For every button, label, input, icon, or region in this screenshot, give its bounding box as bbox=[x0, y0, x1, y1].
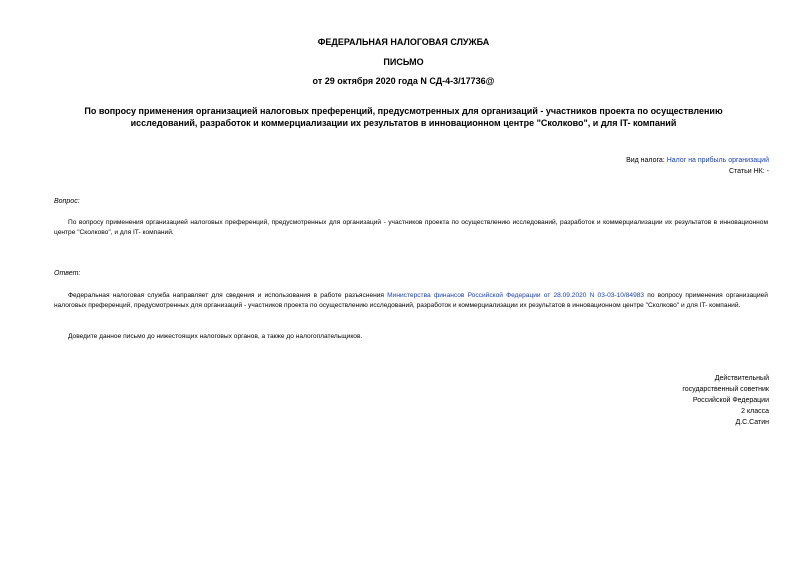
question-label: Вопрос: bbox=[54, 198, 80, 205]
articles-row bbox=[729, 168, 769, 175]
closing-body: Доведите данное письмо до нижестоящих налоговых органов, а также до налогоплательщиков. bbox=[68, 333, 363, 340]
signature-block bbox=[682, 373, 769, 428]
question-body: По вопросу применения организацией налоговых преференций, предусмотренных для организаций - участников проекта по осуществлению исследований, разработок и коммерциализации их результатов в инновационном центре "Сколково", и для IT- компаний. bbox=[54, 219, 768, 236]
question-text bbox=[54, 218, 768, 237]
signature-line-2: государственный советник bbox=[682, 386, 769, 393]
signatory-name: Д.С.Сатин bbox=[735, 419, 769, 426]
signature-line-4: 2 класса bbox=[741, 408, 769, 415]
articles-value: - bbox=[766, 168, 769, 175]
signature-line-1: Действительный bbox=[714, 375, 769, 382]
tax-type-label: Вид налога: bbox=[626, 157, 665, 164]
closing-text bbox=[54, 332, 768, 342]
agency-name: ФЕДЕРАЛЬНАЯ НАЛОГОВАЯ СЛУЖБА bbox=[317, 37, 490, 47]
answer-text-after: по вопросу применения организацией налоговых преференций, предусмотренных для организаций - участников проекта по осуществлению исследований, разработок и коммерциализации их результатов в инновационном центре "Сколково" и для IT- компаний. bbox=[54, 292, 768, 309]
answer-label: Ответ: bbox=[54, 270, 81, 277]
document-type: ПИСЬМО bbox=[383, 57, 424, 67]
document-title: По вопросу применения организацией налоговых преференций, предусмотренных для организаций - участников проекта по осуществлению исследований, разработок и коммерциализации их результатов в инновационном центре "Сколково", и для IT- компаний bbox=[84, 106, 723, 128]
answer-text-before: Федеральная налоговая служба направляет для сведения и использования в работе разъяснения bbox=[68, 292, 388, 299]
tax-type-row bbox=[626, 157, 769, 164]
signature-line-3: Российской Федерации bbox=[692, 397, 769, 404]
articles-label: Статьи НК: bbox=[728, 168, 765, 175]
document-date-number: от 29 октября 2020 года N СД-4-3/17736@ bbox=[312, 76, 495, 86]
answer-text bbox=[54, 291, 768, 310]
tax-type-link[interactable]: Налог на прибыль организаций bbox=[666, 157, 769, 164]
ministry-letter-link[interactable]: Министерства финансов Российской Федерации от 28.09.2020 N 03-03-10/84983 bbox=[387, 292, 645, 299]
